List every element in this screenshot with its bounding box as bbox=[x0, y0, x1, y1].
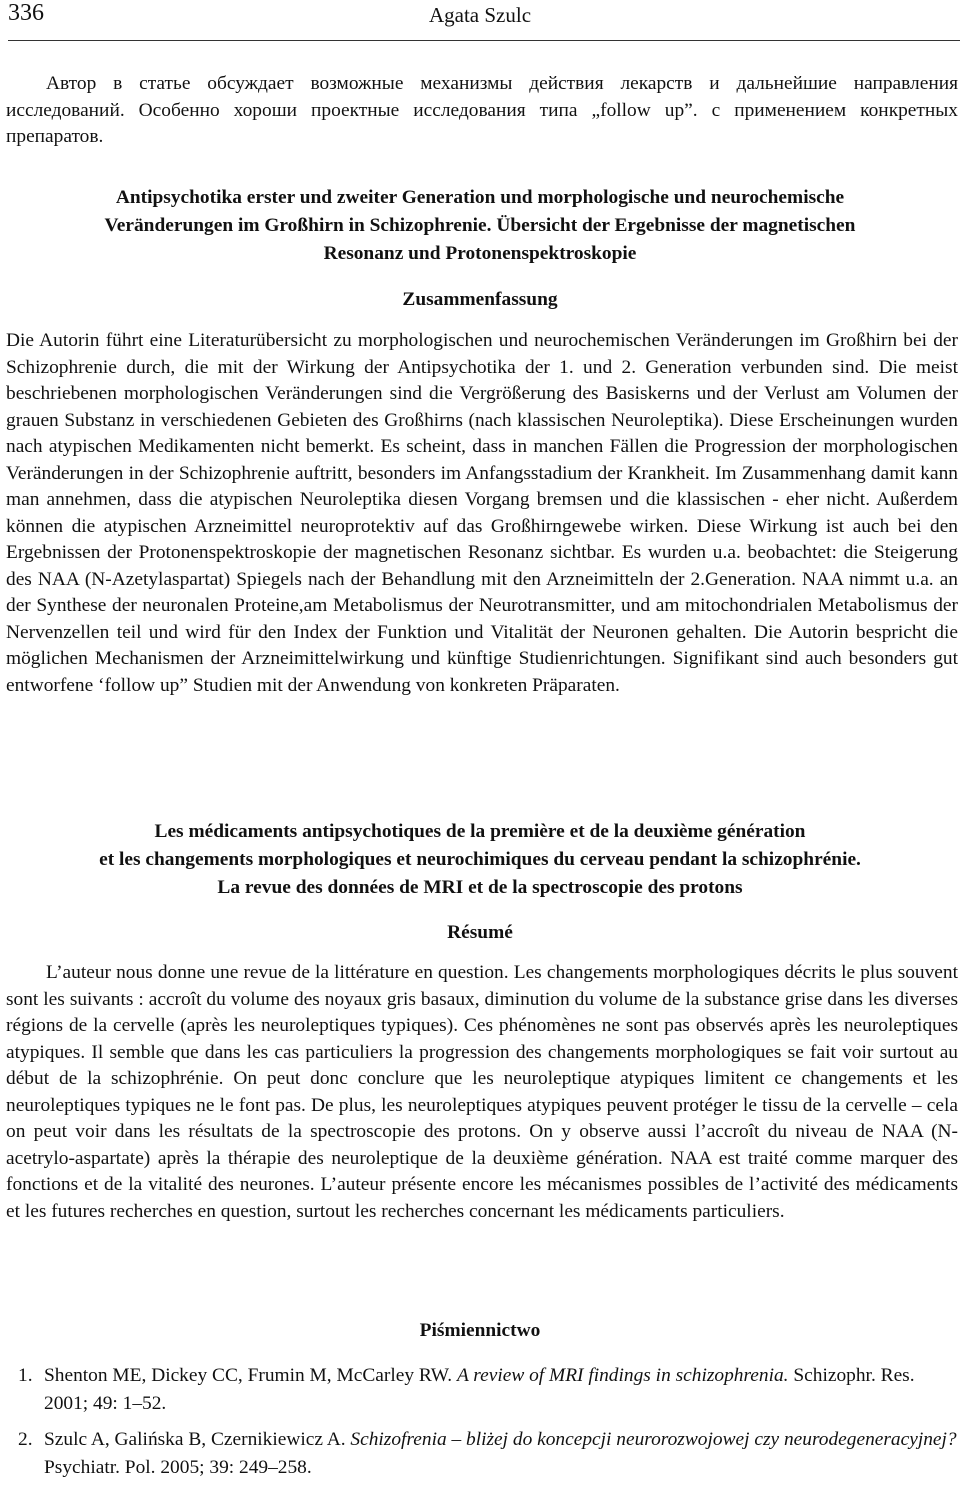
french-abstract-text: L’auteur nous donne une revue de la littérature en question. Les changements morphologiques décrits le plus souvent sont les suivants : accroît du volume des noyaux gris basaux, diminution du volume de la substance grise dans les diverses régions de la cervelle (après les neuroleptiques typiques). Ces phénomènes ne sont pas observés après les neuroleptiques atypiques. Il semble que dans les cas particuliers la progression des changements morphologiques se fait voir surtout au début de la schizophrénie. On peut donc conclure que les neuroleptique atypiques limitent ce changements et les neuroleptiques typiques ne le font pas. De plus, les neuroleptiques atypiques peuvent protéger le tissu de la cervelle – cela on peut voir dans les résultats de la spectroscopie des protons. On y observe aussi l’accroît du niveau de NAA (N-acetrylo-aspartate) après la thérapie des neuroleptique de la deuxième génération. NAA est traité comme marquer des fonctions et de la vitalité des neurones. L’auteur présente encore les mécanismes possibles de l’activité des médicaments et les futures recherches en question, surtout les recherches concernant les médicaments particuliers. bbox=[6, 962, 958, 1222]
german-title-line: Antipsychotika erster und zweiter Generation und morphologische und neurochemische bbox=[115, 187, 845, 208]
running-header bbox=[0, 0, 960, 42]
german-abstract-text: Die Autorin führt eine Literaturübersicht zu morphologischen und neurochemischen Veränderungen im Großhirn bei der Schizophrenie durch, die mit der Wirkung der Antipsychotika der 1. und 2. Generation verbunden sind. Die meist beschriebenen morphologischen Veränderungen sind die Vergrößerung des Basiskerns und der Verlust am Volumen der grauen Substanz in verschiedenen Gebieten des Großhirns (nach klassischen Neuroleptika). Diese Erscheinungen wurden nach atypischen Medikamenten nicht bemerkt. Es scheint, dass in manchen Fällen die Progression der morphologischen Veränderungen in der Schizophrenie auftritt, besonders im Anfangsstadium der Krankheit. Im Zusammenhang damit kann man annehmen, dass die atypischen Neuroleptika diesen Vorgang bremsen und die klassischen - eher nicht. Außerdem können die atypischen Arzneimittel neuroprotektiv auf das Großhirngewebe wirken. Diese Wirkung ist auch bei den Ergebnissen der Protonenspektroskopie der magnetischen Resonanz sichtbar. Es wurden u.a. beobachtet: die Steigerung des NAA (N-Azetylaspartat) Spiegels nach der Behandlung mit den Arzneimitteln der 2.Generation. NAA nimmt u.a. an der Synthese der neuronalen Proteine,am Metabolismus der Neurotransmitter, und am mitochondrialen Metabolismus der Nervenzellen teil und wird für den Index der Funktion und Vitalität der Neuronen gehalten. Die Autorin bespricht die möglichen Mechanismen der Arzneimittelwirkung und künftige Studienrichtungen. Signifikant sind auch besonders gut entworfene ‘follow up” Studien mit der Anwendung von konkreten Präparaten. bbox=[6, 330, 958, 696]
russian-summary-text: Автор в статье обсуждает возможные механизмы действия лекарств и дальнейшие направления исследований. Особенно хороши проектные исследования типа „follow up”. с применением конкретных препаратов. bbox=[6, 73, 958, 147]
reference-source: Schizophr. Res. 2001; 49: 1–52. bbox=[44, 1365, 915, 1414]
references-heading: Piśmiennictwo bbox=[419, 1320, 541, 1341]
french-title-line: Les médicaments antipsychotiques de la première et de la deuxième génération bbox=[154, 821, 806, 842]
header-rule bbox=[8, 40, 960, 41]
german-title bbox=[0, 184, 960, 268]
reference-number: 2. bbox=[18, 1429, 33, 1450]
german-abstract-heading: Zusammenfassung bbox=[402, 289, 558, 310]
german-title-line: Resonanz und Protonenspektroskopie bbox=[323, 243, 637, 264]
running-author: Agata Szulc bbox=[428, 3, 532, 27]
page-number: 336 bbox=[8, 0, 44, 26]
reference-source: Psychiatr. Pol. 2005; 39: 249–258. bbox=[44, 1457, 312, 1478]
french-title-line: et les changements morphologiques et neurochimiques du cerveau pendant la schizophrénie. bbox=[99, 849, 861, 870]
french-abstract-heading: Résumé bbox=[447, 922, 513, 943]
reference-authors: Shenton ME, Dickey CC, Frumin M, McCarley RW. bbox=[44, 1365, 457, 1386]
reference-list bbox=[6, 1362, 958, 1490]
reference-item bbox=[6, 1426, 958, 1482]
reference-item bbox=[6, 1362, 958, 1418]
german-title-line: Veränderungen im Großhirn in Schizophrenie. Übersicht der Ergebnisse der magnetischen bbox=[104, 215, 856, 236]
french-title bbox=[0, 818, 960, 902]
reference-authors: Szulc A, Galińska B, Czernikiewicz A. bbox=[44, 1429, 351, 1450]
reference-number: 1. bbox=[18, 1365, 33, 1386]
reference-title: A review of MRI findings in schizophrenia. bbox=[456, 1365, 789, 1386]
reference-title: Schizofrenia – bliżej do koncepcji neurorozwojowej czy neurodegeneracyjnej? bbox=[350, 1429, 957, 1450]
french-title-line: La revue des données de MRI et de la spectroscopie des protons bbox=[217, 877, 743, 898]
